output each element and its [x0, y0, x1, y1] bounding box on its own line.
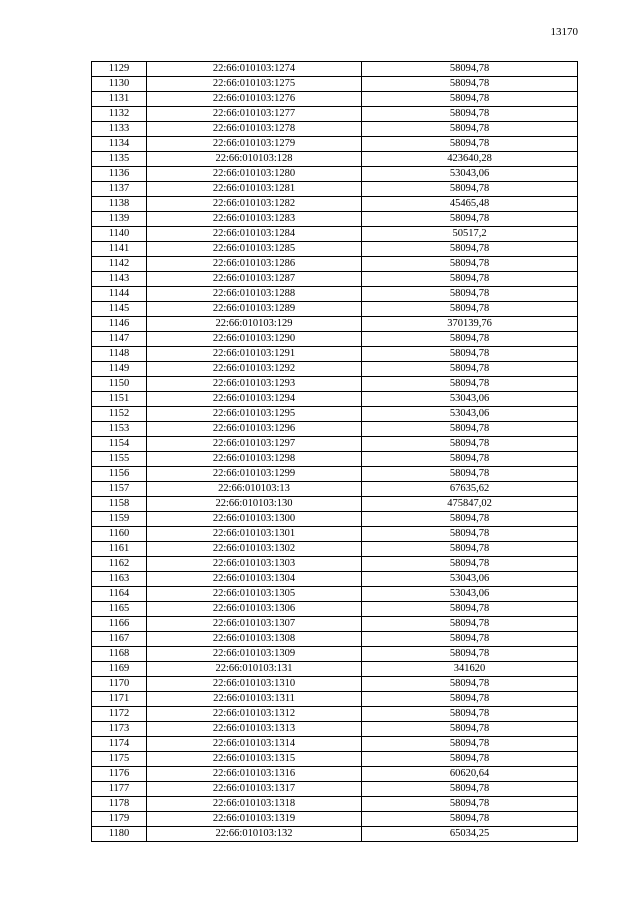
row-number-cell: 1167 [92, 632, 147, 647]
cadastral-number-cell: 22:66:010103:1319 [147, 812, 362, 827]
row-number-cell: 1150 [92, 377, 147, 392]
value-cell: 58094,78 [362, 557, 578, 572]
row-number-cell: 1146 [92, 317, 147, 332]
table-row [92, 572, 578, 587]
table-row [92, 392, 578, 407]
value-cell: 50517,2 [362, 227, 578, 242]
cadastral-number-cell: 22:66:010103:1278 [147, 122, 362, 137]
table-row [92, 827, 578, 842]
cadastral-number-cell: 22:66:010103:130 [147, 497, 362, 512]
table-row [92, 332, 578, 347]
cadastral-number-cell: 22:66:010103:1304 [147, 572, 362, 587]
value-cell: 58094,78 [362, 272, 578, 287]
row-number-cell: 1175 [92, 752, 147, 767]
value-cell: 58094,78 [362, 332, 578, 347]
table-row [92, 107, 578, 122]
cadastral-number-cell: 22:66:010103:1277 [147, 107, 362, 122]
row-number-cell: 1161 [92, 542, 147, 557]
row-number-cell: 1179 [92, 812, 147, 827]
value-cell: 423640,28 [362, 152, 578, 167]
row-number-cell: 1155 [92, 452, 147, 467]
row-number-cell: 1130 [92, 77, 147, 92]
value-cell: 58094,78 [362, 362, 578, 377]
table-row [92, 287, 578, 302]
cadastral-number-cell: 22:66:010103:1301 [147, 527, 362, 542]
cadastral-number-cell: 22:66:010103:1290 [147, 332, 362, 347]
table-row [92, 662, 578, 677]
table-row [92, 632, 578, 647]
value-cell: 58094,78 [362, 722, 578, 737]
table-row [92, 812, 578, 827]
cadastral-number-cell: 22:66:010103:1274 [147, 62, 362, 77]
cadastral-number-cell: 22:66:010103:1289 [147, 302, 362, 317]
cadastral-number-cell: 22:66:010103:1315 [147, 752, 362, 767]
cadastral-number-cell: 22:66:010103:1287 [147, 272, 362, 287]
cadastral-number-cell: 22:66:010103:1293 [147, 377, 362, 392]
table-row [92, 452, 578, 467]
table-row [92, 167, 578, 182]
table-row [92, 257, 578, 272]
row-number-cell: 1131 [92, 92, 147, 107]
value-cell: 58094,78 [362, 137, 578, 152]
value-cell: 58094,78 [362, 302, 578, 317]
cadastral-number-cell: 22:66:010103:1305 [147, 587, 362, 602]
cadastral-number-cell: 22:66:010103:1309 [147, 647, 362, 662]
table-row [92, 692, 578, 707]
value-cell: 58094,78 [362, 752, 578, 767]
value-cell: 58094,78 [362, 122, 578, 137]
row-number-cell: 1163 [92, 572, 147, 587]
row-number-cell: 1171 [92, 692, 147, 707]
table-row [92, 587, 578, 602]
value-cell: 341620 [362, 662, 578, 677]
cadastral-number-cell: 22:66:010103:1291 [147, 347, 362, 362]
value-cell: 58094,78 [362, 617, 578, 632]
table-row [92, 212, 578, 227]
cadastral-number-cell: 22:66:010103:1298 [147, 452, 362, 467]
value-cell: 58094,78 [362, 107, 578, 122]
table-row [92, 137, 578, 152]
cadastral-number-cell: 22:66:010103:1303 [147, 557, 362, 572]
cadastral-number-cell: 22:66:010103:1275 [147, 77, 362, 92]
row-number-cell: 1170 [92, 677, 147, 692]
value-cell: 58094,78 [362, 347, 578, 362]
row-number-cell: 1180 [92, 827, 147, 842]
value-cell: 58094,78 [362, 632, 578, 647]
page-number: 13170 [550, 26, 578, 38]
table-row [92, 797, 578, 812]
row-number-cell: 1141 [92, 242, 147, 257]
cadastral-number-cell: 22:66:010103:1307 [147, 617, 362, 632]
table-row [92, 302, 578, 317]
cadastral-number-cell: 22:66:010103:1288 [147, 287, 362, 302]
row-number-cell: 1166 [92, 617, 147, 632]
value-cell: 58094,78 [362, 77, 578, 92]
cadastral-number-cell: 22:66:010103:1312 [147, 707, 362, 722]
row-number-cell: 1147 [92, 332, 147, 347]
row-number-cell: 1139 [92, 212, 147, 227]
cadastral-number-cell: 22:66:010103:132 [147, 827, 362, 842]
cadastral-number-cell: 22:66:010103:1279 [147, 137, 362, 152]
table-row [92, 182, 578, 197]
cadastral-number-cell: 22:66:010103:1314 [147, 737, 362, 752]
value-cell: 58094,78 [362, 677, 578, 692]
table-row [92, 242, 578, 257]
value-cell: 58094,78 [362, 182, 578, 197]
table-row [92, 92, 578, 107]
cadastral-table [91, 61, 578, 842]
cadastral-number-cell: 22:66:010103:1299 [147, 467, 362, 482]
row-number-cell: 1140 [92, 227, 147, 242]
table-row [92, 317, 578, 332]
value-cell: 58094,78 [362, 437, 578, 452]
value-cell: 58094,78 [362, 602, 578, 617]
table-row [92, 497, 578, 512]
table-row [92, 407, 578, 422]
row-number-cell: 1165 [92, 602, 147, 617]
row-number-cell: 1174 [92, 737, 147, 752]
table-row [92, 767, 578, 782]
table-row [92, 62, 578, 77]
row-number-cell: 1135 [92, 152, 147, 167]
cadastral-number-cell: 22:66:010103:1310 [147, 677, 362, 692]
row-number-cell: 1164 [92, 587, 147, 602]
value-cell: 53043,06 [362, 572, 578, 587]
value-cell: 58094,78 [362, 467, 578, 482]
row-number-cell: 1168 [92, 647, 147, 662]
row-number-cell: 1133 [92, 122, 147, 137]
table-row [92, 527, 578, 542]
cadastral-number-cell: 22:66:010103:129 [147, 317, 362, 332]
table-row [92, 362, 578, 377]
row-number-cell: 1136 [92, 167, 147, 182]
table-row [92, 482, 578, 497]
row-number-cell: 1138 [92, 197, 147, 212]
value-cell: 370139,76 [362, 317, 578, 332]
row-number-cell: 1172 [92, 707, 147, 722]
table-row [92, 752, 578, 767]
cadastral-number-cell: 22:66:010103:1296 [147, 422, 362, 437]
cadastral-number-cell: 22:66:010103:1294 [147, 392, 362, 407]
row-number-cell: 1176 [92, 767, 147, 782]
cadastral-number-cell: 22:66:010103:1302 [147, 542, 362, 557]
value-cell: 60620,64 [362, 767, 578, 782]
cadastral-number-cell: 22:66:010103:1283 [147, 212, 362, 227]
value-cell: 58094,78 [362, 692, 578, 707]
cadastral-number-cell: 22:66:010103:1292 [147, 362, 362, 377]
table-row [92, 707, 578, 722]
row-number-cell: 1132 [92, 107, 147, 122]
cadastral-number-cell: 22:66:010103:1300 [147, 512, 362, 527]
cadastral-number-cell: 22:66:010103:1282 [147, 197, 362, 212]
row-number-cell: 1137 [92, 182, 147, 197]
row-number-cell: 1129 [92, 62, 147, 77]
cadastral-number-cell: 22:66:010103:1285 [147, 242, 362, 257]
table-body [92, 62, 578, 842]
row-number-cell: 1142 [92, 257, 147, 272]
value-cell: 58094,78 [362, 62, 578, 77]
value-cell: 58094,78 [362, 422, 578, 437]
row-number-cell: 1151 [92, 392, 147, 407]
value-cell: 58094,78 [362, 242, 578, 257]
value-cell: 53043,06 [362, 587, 578, 602]
value-cell: 67635,62 [362, 482, 578, 497]
value-cell: 475847,02 [362, 497, 578, 512]
cadastral-number-cell: 22:66:010103:1276 [147, 92, 362, 107]
value-cell: 53043,06 [362, 407, 578, 422]
value-cell: 58094,78 [362, 542, 578, 557]
table-row [92, 647, 578, 662]
row-number-cell: 1157 [92, 482, 147, 497]
table-row [92, 437, 578, 452]
cadastral-number-cell: 22:66:010103:13 [147, 482, 362, 497]
table-row [92, 347, 578, 362]
cadastral-number-cell: 22:66:010103:128 [147, 152, 362, 167]
value-cell: 58094,78 [362, 527, 578, 542]
table-row [92, 737, 578, 752]
table-row [92, 512, 578, 527]
table-row [92, 377, 578, 392]
value-cell: 58094,78 [362, 92, 578, 107]
table-row [92, 617, 578, 632]
cadastral-number-cell: 22:66:010103:1316 [147, 767, 362, 782]
row-number-cell: 1153 [92, 422, 147, 437]
table-row [92, 272, 578, 287]
value-cell: 58094,78 [362, 452, 578, 467]
table-row [92, 197, 578, 212]
table-row [92, 782, 578, 797]
value-cell: 65034,25 [362, 827, 578, 842]
value-cell: 53043,06 [362, 167, 578, 182]
row-number-cell: 1149 [92, 362, 147, 377]
row-number-cell: 1156 [92, 467, 147, 482]
table-row [92, 77, 578, 92]
value-cell: 58094,78 [362, 287, 578, 302]
table-row [92, 227, 578, 242]
cadastral-number-cell: 22:66:010103:1306 [147, 602, 362, 617]
table-row [92, 422, 578, 437]
row-number-cell: 1148 [92, 347, 147, 362]
cadastral-number-cell: 22:66:010103:1311 [147, 692, 362, 707]
value-cell: 53043,06 [362, 392, 578, 407]
value-cell: 58094,78 [362, 782, 578, 797]
value-cell: 58094,78 [362, 512, 578, 527]
cadastral-number-cell: 22:66:010103:1313 [147, 722, 362, 737]
value-cell: 58094,78 [362, 707, 578, 722]
row-number-cell: 1158 [92, 497, 147, 512]
row-number-cell: 1145 [92, 302, 147, 317]
cadastral-number-cell: 22:66:010103:1286 [147, 257, 362, 272]
cadastral-number-cell: 22:66:010103:1308 [147, 632, 362, 647]
table-row [92, 677, 578, 692]
cadastral-number-cell: 22:66:010103:1295 [147, 407, 362, 422]
value-cell: 58094,78 [362, 647, 578, 662]
value-cell: 58094,78 [362, 812, 578, 827]
table-row [92, 152, 578, 167]
cadastral-number-cell: 22:66:010103:1318 [147, 797, 362, 812]
row-number-cell: 1143 [92, 272, 147, 287]
row-number-cell: 1169 [92, 662, 147, 677]
row-number-cell: 1152 [92, 407, 147, 422]
value-cell: 58094,78 [362, 257, 578, 272]
cadastral-number-cell: 22:66:010103:1281 [147, 182, 362, 197]
table-row [92, 602, 578, 617]
value-cell: 45465,48 [362, 197, 578, 212]
table-row [92, 467, 578, 482]
row-number-cell: 1173 [92, 722, 147, 737]
row-number-cell: 1144 [92, 287, 147, 302]
table-row [92, 557, 578, 572]
cadastral-number-cell: 22:66:010103:1284 [147, 227, 362, 242]
table-row [92, 722, 578, 737]
value-cell: 58094,78 [362, 212, 578, 227]
row-number-cell: 1154 [92, 437, 147, 452]
cadastral-number-cell: 22:66:010103:1317 [147, 782, 362, 797]
value-cell: 58094,78 [362, 737, 578, 752]
table-row [92, 122, 578, 137]
value-cell: 58094,78 [362, 377, 578, 392]
value-cell: 58094,78 [362, 797, 578, 812]
row-number-cell: 1160 [92, 527, 147, 542]
row-number-cell: 1177 [92, 782, 147, 797]
row-number-cell: 1178 [92, 797, 147, 812]
row-number-cell: 1162 [92, 557, 147, 572]
cadastral-number-cell: 22:66:010103:131 [147, 662, 362, 677]
cadastral-number-cell: 22:66:010103:1280 [147, 167, 362, 182]
row-number-cell: 1159 [92, 512, 147, 527]
cadastral-number-cell: 22:66:010103:1297 [147, 437, 362, 452]
table-row [92, 542, 578, 557]
row-number-cell: 1134 [92, 137, 147, 152]
